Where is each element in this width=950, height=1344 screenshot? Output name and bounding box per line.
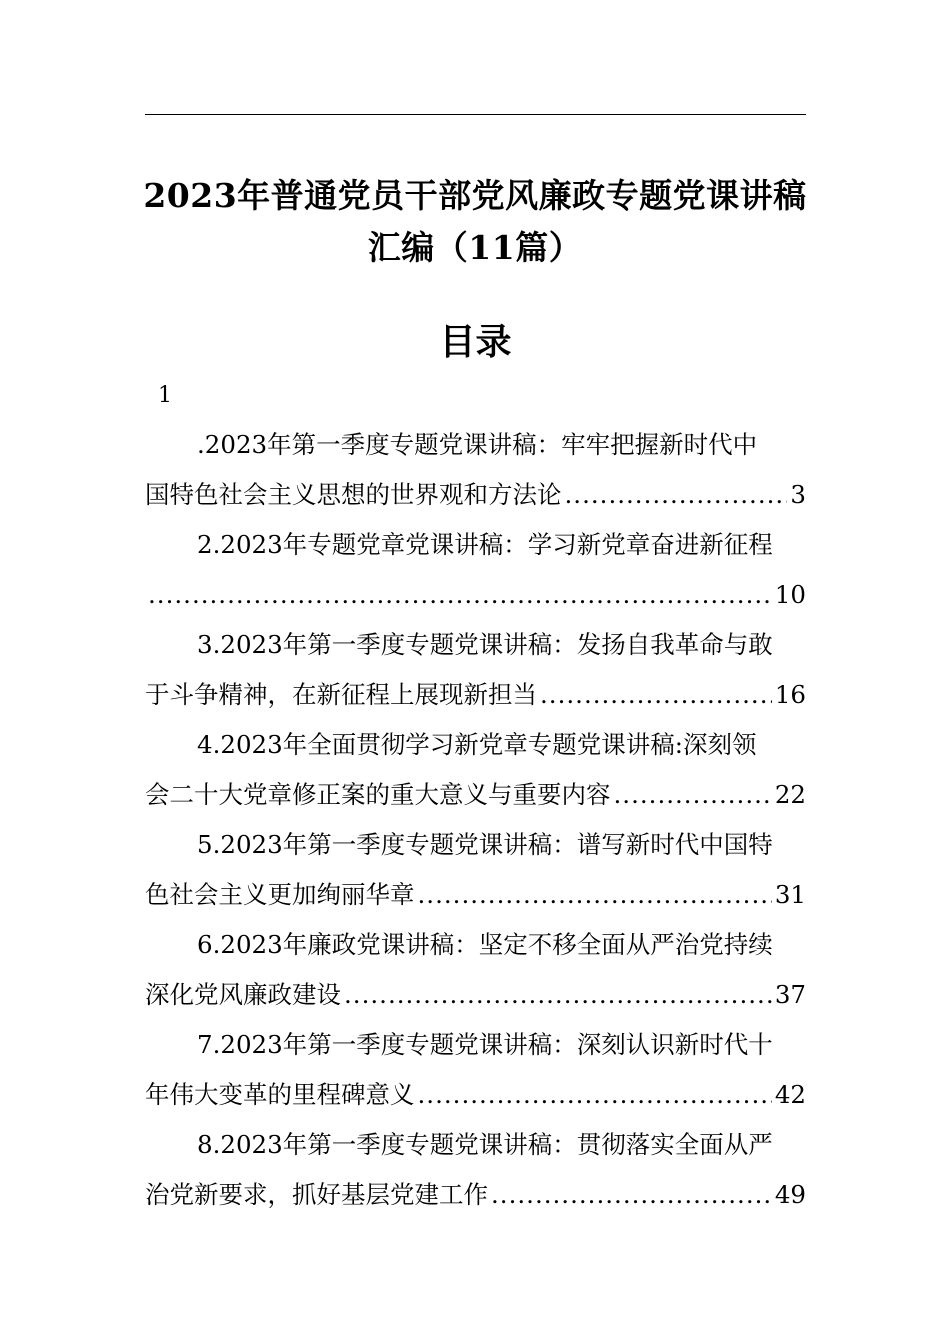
document-title: 2023年普通党员干部党风廉政专题党课讲稿汇编（11篇） [143,176,807,267]
toc-entry-title-cont: 于斗争精神，在新征程上展现新担当 [145,680,537,709]
toc-entry-title: .2023年第一季度专题党课讲稿：牢牢把握新时代中 [197,430,758,459]
toc-page-number: 3 [790,480,806,509]
toc-page-number: 10 [774,580,806,609]
toc-entry-1[interactable] [145,420,806,520]
toc-entry-title-cont: 年伟大变革的里程碑意义 [145,1080,415,1109]
toc-entry-title: 5.2023年第一季度专题党课讲稿：谱写新时代中国特 [197,830,773,859]
toc-entry-2[interactable] [145,520,806,620]
dot-leader [148,570,772,620]
toc-page-number: 31 [774,880,806,909]
page-marker: 1 [158,383,172,408]
dot-leader [565,470,788,520]
toc-page-number: 22 [774,780,806,809]
dot-leader [418,870,772,920]
toc-entry-7[interactable] [145,1020,806,1120]
table-of-contents [145,420,806,1220]
toc-entry-title-cont: 会二十大党章修正案的重大意义与重要内容 [145,780,611,809]
toc-entry-5[interactable] [145,820,806,920]
toc-entry-3[interactable] [145,620,806,720]
toc-entry-title: 8.2023年第一季度专题党课讲稿：贯彻落实全面从严 [197,1130,773,1159]
toc-heading: 目录 [439,321,512,363]
toc-page-number: 42 [774,1080,806,1109]
dot-leader [491,1170,772,1220]
header-rule [145,114,806,115]
toc-entry-title: 2.2023年专题党章党课讲稿：学习新党章奋进新征程 [197,530,773,559]
toc-entry-4[interactable] [145,720,806,820]
toc-entry-title: 6.2023年廉政党课讲稿：坚定不移全面从严治党持续 [197,930,773,959]
toc-page-number: 37 [774,980,806,1009]
toc-entry-6[interactable] [145,920,806,1020]
dot-leader [540,670,772,720]
toc-entry-title: 4.2023年全面贯彻学习新党章专题党课讲稿:深刻领 [197,730,757,759]
dot-leader [614,770,772,820]
toc-entry-title-cont: 治党新要求，抓好基层党建工作 [145,1180,488,1209]
toc-entry-title: 3.2023年第一季度专题党课讲稿：发扬自我革命与敢 [197,630,773,659]
toc-page-number: 16 [774,680,806,709]
toc-entry-title-cont: 国特色社会主义思想的世界观和方法论 [145,480,562,509]
toc-page-number: 49 [774,1180,806,1209]
toc-entry-8[interactable] [145,1120,806,1220]
dot-leader [418,1070,772,1120]
toc-entry-title: 7.2023年第一季度专题党课讲稿：深刻认识新时代十 [197,1030,773,1059]
dot-leader [344,970,772,1020]
toc-entry-title-cont: 深化党风廉政建设 [145,980,341,1009]
toc-entry-title-cont: 色社会主义更加绚丽华章 [145,880,415,909]
